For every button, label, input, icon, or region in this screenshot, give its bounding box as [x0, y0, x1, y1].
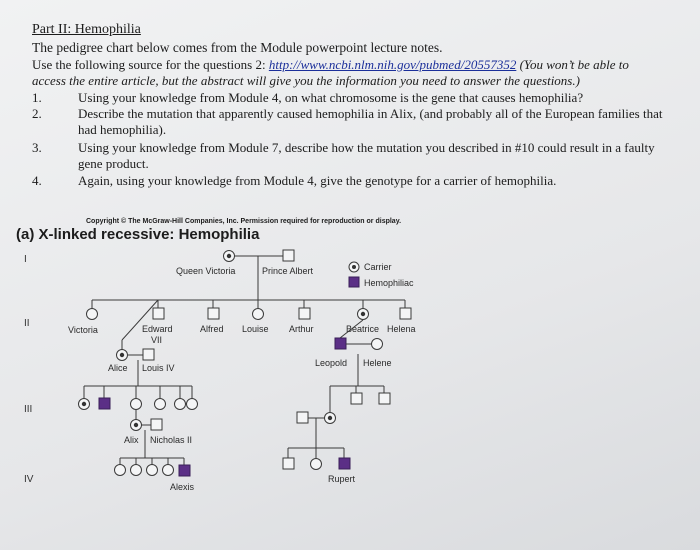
- leopold-son1-symbol: [351, 393, 362, 404]
- source-label: Use the following source for the questions 2:: [32, 57, 269, 72]
- arthur-symbol: [299, 308, 310, 319]
- legend-hemophiliac-symbol: [349, 277, 359, 287]
- edward-vii-label-line2: VII: [151, 335, 163, 345]
- leopold-symbol-hemophiliac: [335, 338, 346, 349]
- leopold-daughter-spouse-symbol: [297, 412, 308, 423]
- generation-label-4: IV: [24, 474, 34, 485]
- alfred-label: Alfred: [200, 324, 224, 334]
- source-url-link[interactable]: http://www.ncbi.nlm.nih.gov/pubmed/20557352: [268, 57, 517, 72]
- legend-carrier-label: Carrier: [364, 262, 392, 272]
- edward-vii-symbol: [153, 308, 164, 319]
- rupert-symbol-hemophiliac: [339, 458, 350, 469]
- alice-child4-symbol: [155, 399, 166, 410]
- alix-child3-symbol: [147, 465, 158, 476]
- question-2-text-line2: had hemophilia).: [78, 122, 167, 137]
- line-to-alice: [122, 300, 158, 340]
- arthur-label: Arthur: [289, 324, 314, 334]
- copyright-notice: Copyright © The McGraw-Hill Companies, Inc. Permission required for reproduction or display.: [86, 218, 402, 225]
- question-2-number: 2.: [32, 106, 42, 121]
- alice-carrier-dot: [120, 353, 124, 357]
- victoria-symbol: [87, 309, 98, 320]
- alice-child3-symbol: [131, 399, 142, 410]
- alix-child2-symbol: [131, 465, 142, 476]
- louise-symbol: [253, 309, 264, 320]
- helene-label: Helene: [363, 358, 392, 368]
- question-4-number: 4.: [32, 173, 42, 188]
- edward-vii-label-line1: Edward: [142, 324, 173, 334]
- prince-albert-label: Prince Albert: [262, 266, 314, 276]
- generation-label-3: III: [24, 404, 33, 415]
- part-title: Part II: Hemophilia: [32, 22, 141, 37]
- rupert-sibling1-symbol: [283, 458, 294, 469]
- leopold-daughter-carrier-dot: [328, 416, 332, 420]
- louis-iv-label: Louis IV: [142, 363, 175, 373]
- source-note-2: access the entire article, but the abstract will give you the information you need to answer the questions.): [32, 73, 580, 88]
- alice-child2-symbol-hemophiliac: [99, 398, 110, 409]
- alice-label: Alice: [108, 363, 128, 373]
- alice-child1-carrier-dot: [82, 402, 86, 406]
- question-2-text-line1: Describe the mutation that apparently caused hemophilia in Alix, (and probably all of the European families that: [78, 106, 663, 121]
- alix-child4-symbol: [163, 465, 174, 476]
- legend-carrier-dot: [352, 265, 356, 269]
- alix-carrier-dot: [134, 423, 138, 427]
- alix-label: Alix: [124, 435, 139, 445]
- helene-symbol: [372, 339, 383, 350]
- alix-child1-symbol: [115, 465, 126, 476]
- question-1-text: Using your knowledge from Module 4, on what chromosome is the gene that causes hemophilia?: [78, 90, 584, 105]
- nicholas-ii-label: Nicholas II: [150, 435, 193, 445]
- question-3-text-line2: gene product.: [78, 156, 149, 171]
- louise-label: Louise: [242, 324, 269, 334]
- chart-title: (a) X-linked recessive: Hemophilia: [16, 226, 260, 243]
- legend-hemophiliac-label: Hemophiliac: [364, 278, 414, 288]
- question-3-text-line1: Using your knowledge from Module 7, describe how the mutation you described in #10 could result in a faulty: [78, 140, 655, 155]
- alice-child6-symbol: [187, 399, 198, 410]
- alexis-label: Alexis: [170, 482, 195, 492]
- victoria-label: Victoria: [68, 325, 98, 335]
- rupert-label: Rupert: [328, 474, 356, 484]
- leopold-label: Leopold: [315, 358, 348, 368]
- queen-victoria-label: Queen Victoria: [176, 266, 236, 276]
- queen-victoria-carrier-dot: [227, 254, 231, 258]
- generation-label-2: II: [24, 318, 30, 329]
- generation-label-1: I: [24, 254, 27, 265]
- alfred-symbol: [208, 308, 219, 319]
- helena-label: Helena: [387, 324, 416, 334]
- beatrice-label: Beatrice: [346, 324, 380, 334]
- alice-child5-symbol: [175, 399, 186, 410]
- question-4-text: Again, using your knowledge from Module 4, give the genotype for a carrier of hemophilia.: [78, 173, 557, 188]
- question-3-number: 3.: [32, 140, 42, 155]
- leopold-son2-symbol: [379, 393, 390, 404]
- helena-symbol: [400, 308, 411, 319]
- question-1-number: 1.: [32, 90, 42, 105]
- rupert-sibling2-symbol: [311, 459, 322, 470]
- beatrice-carrier-dot: [361, 312, 365, 316]
- nicholas-ii-symbol: [151, 419, 162, 430]
- legend: [349, 262, 414, 288]
- prince-albert-symbol: [283, 250, 294, 261]
- alexis-symbol-hemophiliac: [179, 465, 190, 476]
- source-note-1: (You won’t be able to: [516, 57, 629, 72]
- intro-text: The pedigree chart below comes from the Module powerpoint lecture notes.: [32, 40, 443, 55]
- louis-iv-symbol: [143, 349, 154, 360]
